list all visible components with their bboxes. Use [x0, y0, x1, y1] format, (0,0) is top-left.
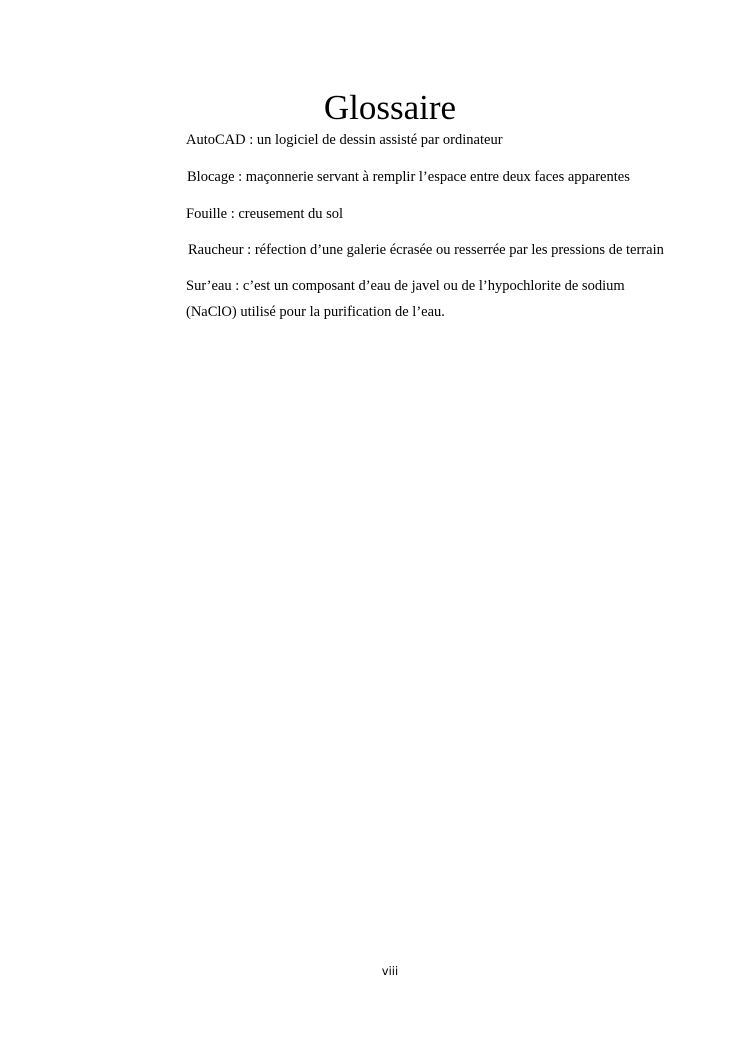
glossary-entry-autocad: AutoCAD : un logiciel de dessin assisté par ordinateur [186, 132, 503, 148]
glossary-entry-blocage: Blocage : maçonnerie servant à remplir l’espace entre deux faces apparentes [187, 169, 630, 185]
glossary-entry-sureau-line-1: Sur’eau : c’est un composant d’eau de javel ou de l’hypochlorite de sodium [186, 278, 625, 294]
glossary-entry-fouille: Fouille : creusement du sol [186, 206, 344, 222]
glossary-entry-raucheur: Raucheur : réfection d’une galerie écrasée ou resserrée par les pressions de terrain [188, 242, 664, 258]
page-number: viii [381, 964, 399, 978]
glossary-entry-sureau-line-2: (NaClO) utilisé pour la purification de l’eau. [186, 304, 445, 320]
page-title: Glossaire [323, 88, 457, 127]
